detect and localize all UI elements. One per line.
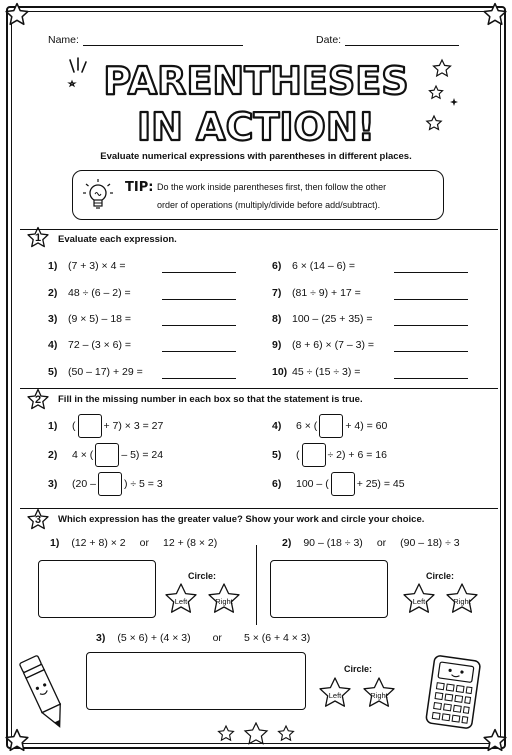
problem-expression: 48 ÷ (6 – 2) = <box>68 287 131 299</box>
name-label: Name: <box>48 34 79 46</box>
problem-number: 4) <box>272 420 282 432</box>
circle-label: Circle: <box>344 664 373 674</box>
answer-line[interactable] <box>394 378 468 379</box>
evaluate-problem <box>48 260 126 272</box>
evaluate-problem <box>272 260 355 272</box>
compare-problem-3 <box>96 632 310 644</box>
problem-expression: 6 × (14 – 6) = <box>292 260 356 272</box>
pencil-icon <box>18 650 70 736</box>
tip-text-line-2: order of operations (multiply/divide before add/subtract). <box>157 200 381 210</box>
choice-right-star[interactable] <box>443 582 481 618</box>
corner-star-icon <box>482 2 508 28</box>
left-expression: (12 + 8) × 2 <box>71 537 126 549</box>
corner-star-icon <box>4 2 30 28</box>
evaluate-problem <box>272 287 361 299</box>
column-divider <box>256 545 257 625</box>
answer-line[interactable] <box>162 325 236 326</box>
problem-number: 9) <box>272 339 282 351</box>
evaluate-problem <box>48 366 143 378</box>
answer-line[interactable] <box>162 351 236 352</box>
evaluate-problem <box>48 339 131 351</box>
answer-box[interactable] <box>302 443 326 467</box>
choice-left-star[interactable] <box>316 676 354 712</box>
date-line[interactable] <box>345 45 459 46</box>
sparkle-icon <box>64 56 94 92</box>
expression-before: 100 – ( <box>296 478 329 490</box>
section-2-divider <box>20 388 498 389</box>
left-choice-label: Left <box>328 691 342 700</box>
compare-problem-2 <box>282 537 460 549</box>
lightbulb-icon <box>81 178 115 214</box>
date-label: Date: <box>316 34 342 46</box>
problem-expression: (8 + 6) × (7 – 3) = <box>292 339 375 351</box>
expression-after: + 4) = 60 <box>345 420 388 432</box>
section-3-number-star <box>26 508 50 532</box>
title-line-2: IN ACTION! <box>137 105 375 146</box>
problem-number: 2) <box>48 287 58 299</box>
problem-number: 7) <box>272 287 282 299</box>
stars-cluster-icon <box>424 58 464 138</box>
left-choice-label: Left <box>174 597 188 606</box>
corner-star-icon <box>482 728 508 754</box>
answer-line[interactable] <box>162 378 236 379</box>
missing-number-problem <box>272 472 405 496</box>
tip-label: TIP: <box>125 180 154 195</box>
section-3-number: 3 <box>34 514 42 526</box>
answer-line[interactable] <box>394 272 468 273</box>
name-line[interactable] <box>83 45 243 46</box>
section-1-number: 1 <box>34 232 42 244</box>
problem-expression: (81 ÷ 9) + 17 = <box>292 287 361 299</box>
answer-line[interactable] <box>394 299 468 300</box>
expression-after: + 25) = 45 <box>356 478 405 490</box>
bottom-stars-icon <box>214 722 298 748</box>
problem-number: 10) <box>272 366 288 378</box>
section-2-heading: Fill in the missing number in each box so that the statement is true. <box>58 394 363 405</box>
problem-number: 3) <box>48 313 58 325</box>
problem-number: 2) <box>282 537 292 549</box>
right-choice-label: Right <box>453 597 471 606</box>
evaluate-problem <box>48 287 131 299</box>
tip-text-line-1: Do the work inside parentheses first, then follow the other <box>157 182 387 192</box>
problem-number: 2) <box>48 449 58 461</box>
answer-line[interactable] <box>162 299 236 300</box>
or-label: or <box>376 537 387 549</box>
problem-number: 1) <box>50 537 60 549</box>
missing-number-problem <box>272 443 387 467</box>
expression-after: ÷ 2) + 6 = 16 <box>327 449 387 461</box>
section-3-divider <box>20 508 498 509</box>
problem-number: 1) <box>48 260 58 272</box>
section-1-divider <box>20 229 498 230</box>
section-1-heading: Evaluate each expression. <box>58 234 177 245</box>
left-choice-label: Left <box>412 597 426 606</box>
right-choice-label: Right <box>215 597 233 606</box>
evaluate-problem <box>272 313 373 325</box>
problem-number: 6) <box>272 260 282 272</box>
evaluate-problem <box>272 366 360 378</box>
problem-expression: (7 + 3) × 4 = <box>68 260 126 272</box>
work-box[interactable] <box>270 560 388 618</box>
choice-right-star[interactable] <box>360 676 398 712</box>
left-expression: (5 × 6) + (4 × 3) <box>117 632 191 644</box>
calculator-icon <box>422 654 484 732</box>
section-2-number-star <box>26 388 50 412</box>
expression-after: + 7) × 3 = 27 <box>103 420 164 432</box>
right-choice-label: Right <box>370 691 388 700</box>
missing-number-problem <box>272 414 387 438</box>
answer-box[interactable] <box>98 472 122 496</box>
evaluate-problem <box>48 313 131 325</box>
problem-number: 4) <box>48 339 58 351</box>
expression-before: (20 – <box>72 478 96 490</box>
name-field[interactable] <box>48 34 243 46</box>
problem-number: 8) <box>272 313 282 325</box>
problem-number: 3) <box>96 632 106 644</box>
answer-box[interactable] <box>331 472 355 496</box>
problem-expression: (9 × 5) – 18 = <box>68 313 132 325</box>
section-2-number: 2 <box>34 394 42 406</box>
problem-expression: (50 – 17) + 29 = <box>68 366 143 378</box>
work-box[interactable] <box>86 652 306 710</box>
compare-problem-1 <box>50 537 217 549</box>
title-line-1: PARENTHESES <box>103 59 409 103</box>
section-3-heading: Which expression has the greater value? Show your work and circle your choice. <box>58 514 425 525</box>
problem-expression: 45 ÷ (15 ÷ 3) = <box>292 366 361 378</box>
answer-box[interactable] <box>95 443 119 467</box>
tip-box <box>72 170 444 220</box>
expression-before: 4 × ( <box>72 449 94 461</box>
problem-expression: 100 – (25 + 35) = <box>292 313 373 325</box>
evaluate-problem <box>272 339 374 351</box>
answer-line[interactable] <box>394 325 468 326</box>
circle-label: Circle: <box>188 571 217 581</box>
right-expression: (90 – 18) ÷ 3 <box>400 537 460 549</box>
answer-box[interactable] <box>319 414 343 438</box>
work-box[interactable] <box>38 560 156 618</box>
choice-left-star[interactable] <box>162 582 200 618</box>
or-label: or <box>139 537 149 549</box>
expression-before: ( <box>72 420 76 432</box>
problem-number: 3) <box>48 478 58 490</box>
circle-label: Circle: <box>426 571 455 581</box>
choice-right-star[interactable] <box>205 582 243 618</box>
problem-number: 6) <box>272 478 282 490</box>
problem-number: 5) <box>272 449 282 461</box>
missing-number-problem <box>48 472 163 496</box>
answer-line[interactable] <box>394 351 468 352</box>
missing-number-problem <box>48 414 163 438</box>
right-expression: 12 + (8 × 2) <box>162 537 218 549</box>
missing-number-problem <box>48 443 163 467</box>
problem-expression: 72 – (3 × 6) = <box>68 339 132 351</box>
right-expression: 5 × (6 + 4 × 3) <box>243 632 311 644</box>
problem-number: 5) <box>48 366 58 378</box>
expression-before: ( <box>296 449 300 461</box>
or-label: or <box>212 632 222 644</box>
subtitle: Evaluate numerical expressions with parentheses in different places. <box>100 151 412 162</box>
answer-box[interactable] <box>78 414 102 438</box>
date-field[interactable] <box>316 34 459 46</box>
choice-left-star[interactable] <box>400 582 438 618</box>
left-expression: 90 – (18 ÷ 3) <box>303 537 363 549</box>
expression-after: ) ÷ 5 = 3 <box>123 478 163 490</box>
expression-after: – 5) = 24 <box>121 449 164 461</box>
expression-before: 6 × ( <box>296 420 318 432</box>
answer-line[interactable] <box>162 272 236 273</box>
problem-number: 1) <box>48 420 58 432</box>
